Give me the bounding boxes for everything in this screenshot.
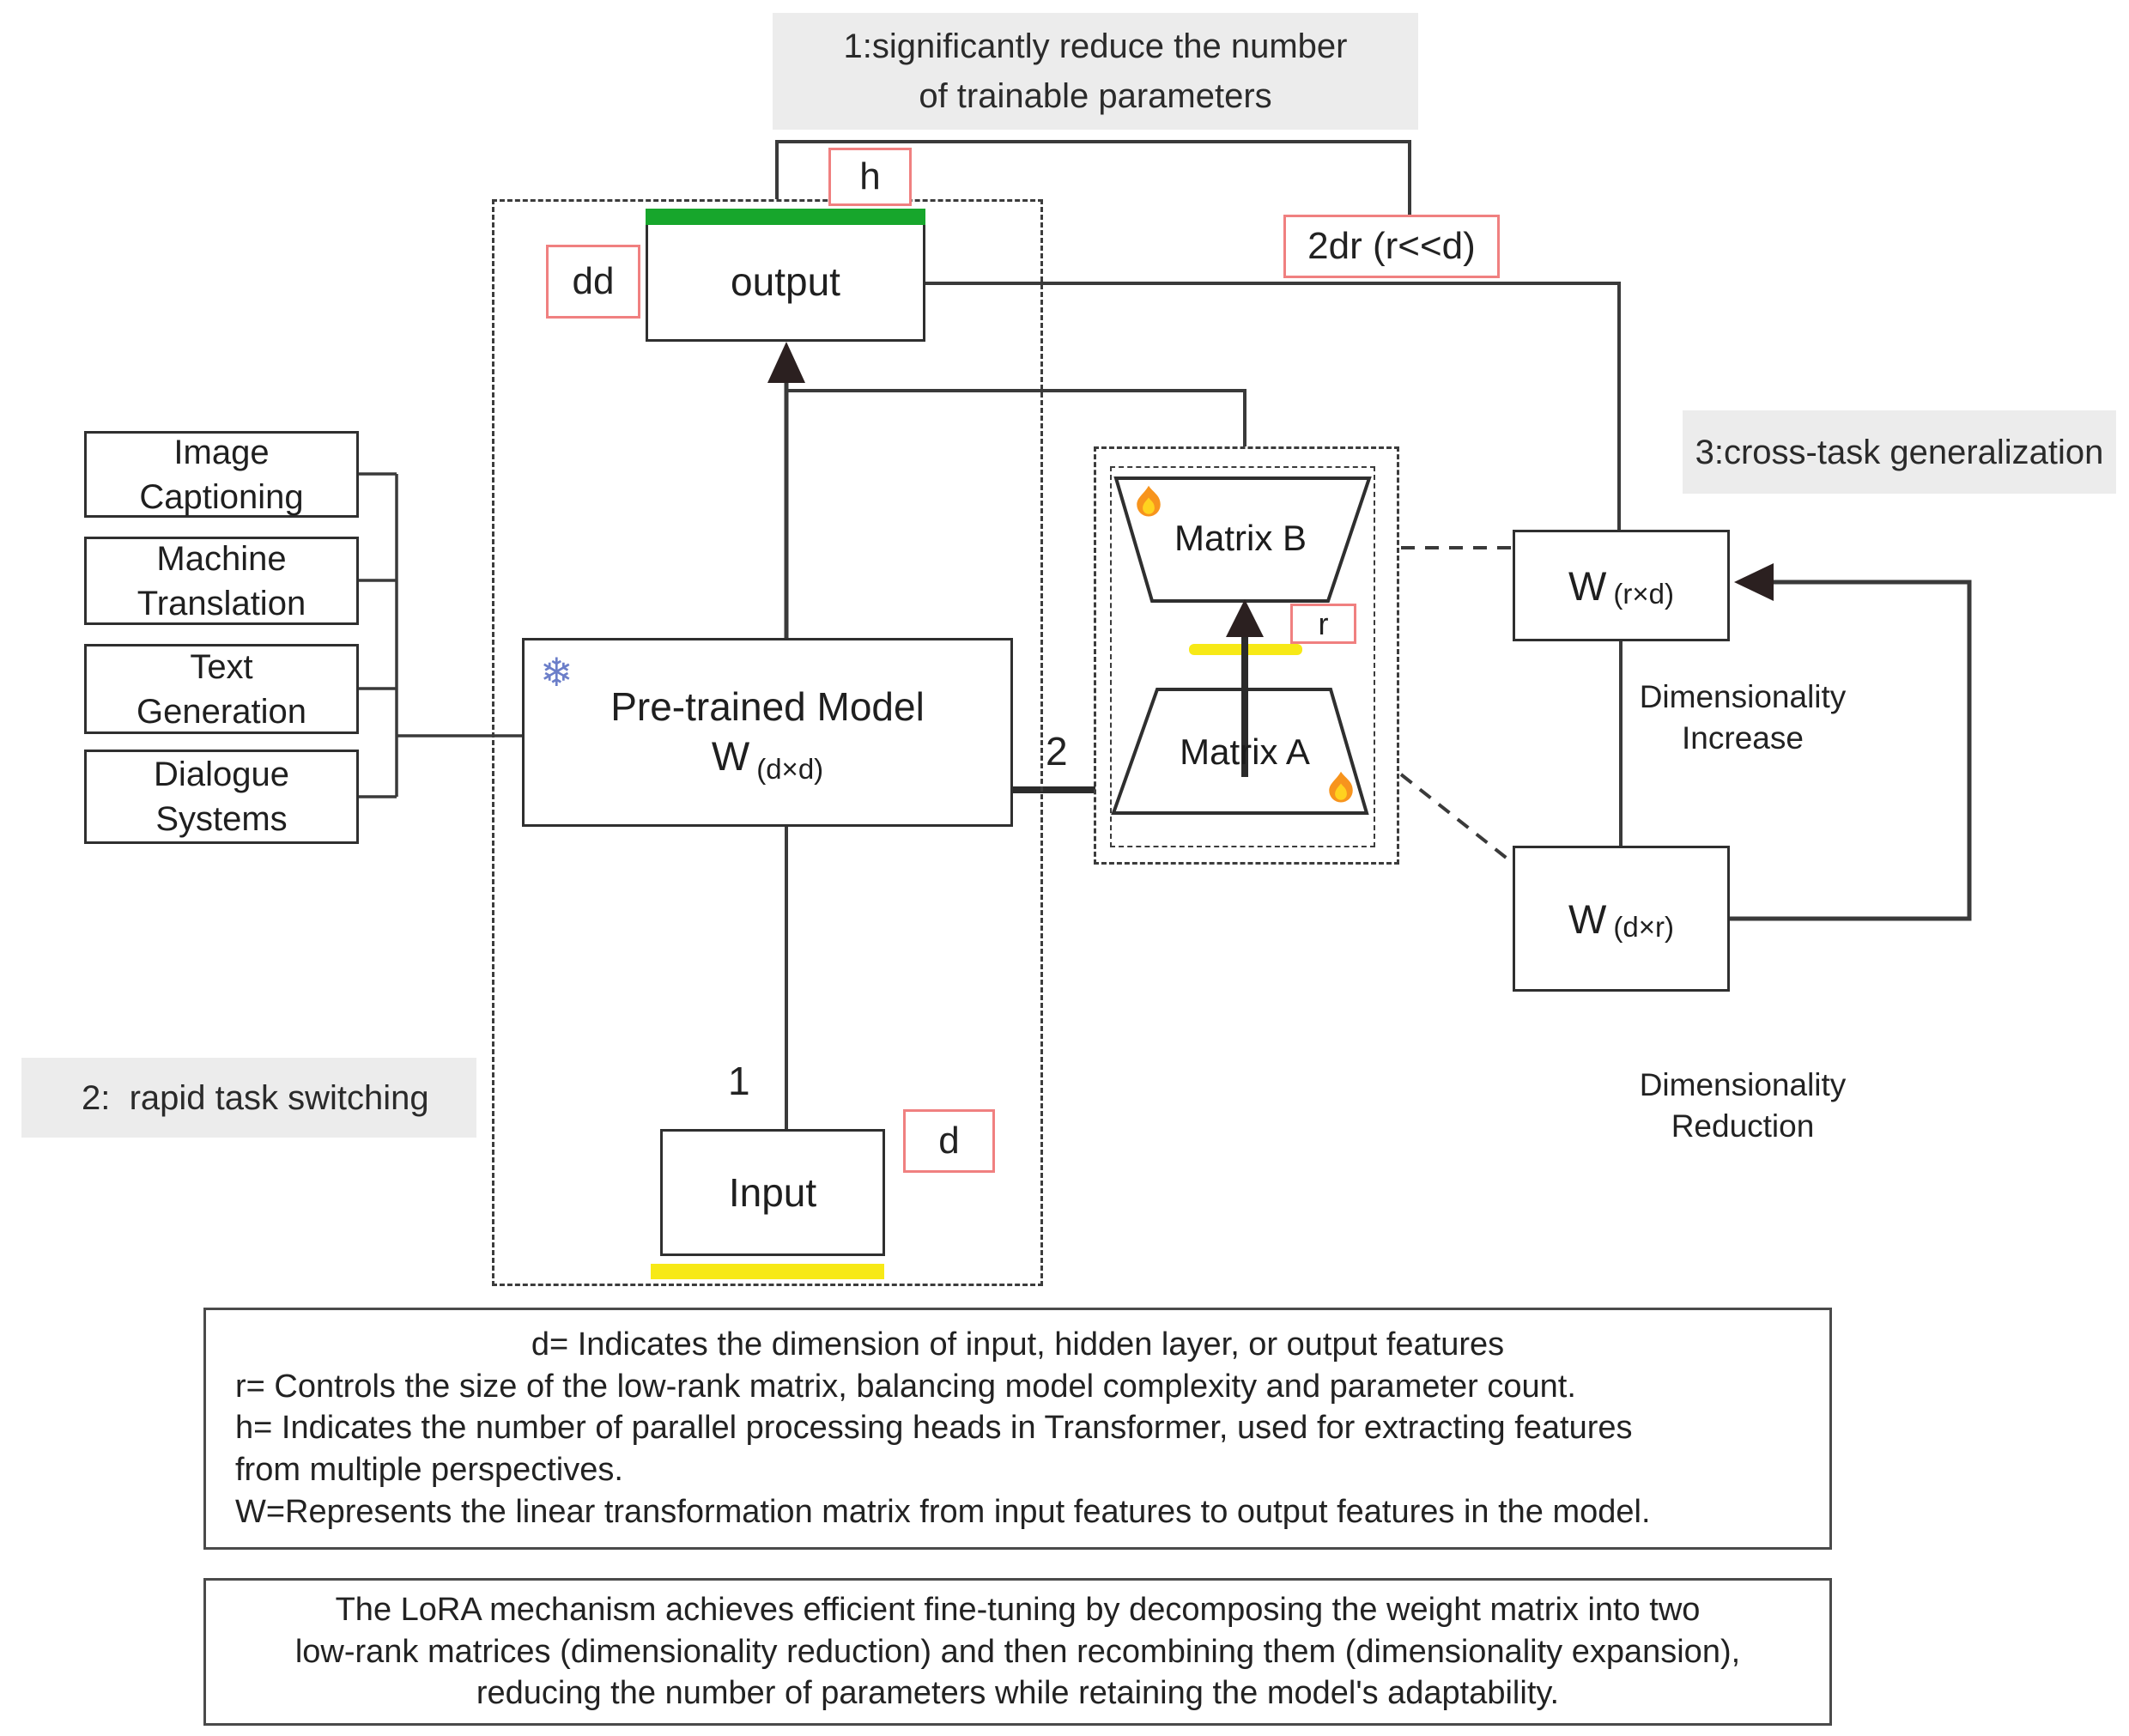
lora-summary-line1: The LoRA mechanism achieves efficient fine-tuning by decomposing the weight matrix into two — [335, 1592, 1701, 1629]
label-2dr-text: 2dr (r<<d) — [1307, 225, 1476, 267]
task-ds-line2: Systems — [155, 800, 288, 838]
output-green-bar — [646, 209, 925, 225]
dimensionality-reduction-label — [1623, 1065, 1863, 1147]
matrix-b-text: Matrix B — [1174, 518, 1307, 558]
label-d-text: d — [938, 1120, 960, 1162]
output-box — [646, 209, 925, 342]
pretrained-w: W — [711, 733, 750, 780]
pretrained-model-dims — [711, 731, 824, 786]
w-rd-box — [1513, 530, 1730, 641]
definitions-panel — [203, 1308, 1832, 1550]
matrix-a-label — [1142, 731, 1348, 773]
task-image-line1: Image — [173, 433, 270, 471]
task-tg-line1: Text — [190, 647, 253, 686]
output-label: output — [731, 258, 840, 304]
definition-r: r= Controls the size of the low-rank matrix, balancing model complexity and parameter count. — [235, 1368, 1576, 1405]
label-r-text: r — [1318, 605, 1329, 641]
dim-reduction-line1: Dimensionality — [1639, 1067, 1847, 1102]
flame-icon — [1130, 483, 1168, 521]
input-label: Input — [728, 1170, 817, 1215]
matrix-b-label — [1137, 518, 1344, 559]
label-step-1 — [728, 1058, 750, 1104]
definition-h-line1: h= Indicates the number of parallel processing heads in Transformer, used for extracting features — [235, 1410, 1633, 1447]
task-ds-line1: Dialogue — [154, 756, 289, 793]
task-image-line2: Captioning — [139, 477, 304, 516]
pretrained-model-box — [522, 638, 1013, 827]
definition-d: d= Indicates the dimension of input, hidden layer, or output features — [531, 1326, 1505, 1363]
task-box-dialogue-systems — [84, 750, 359, 844]
label-d — [903, 1109, 995, 1173]
lora-summary-line3: reducing the number of parameters while retaining the model's adaptability. — [476, 1675, 1560, 1712]
pretrained-dims-sub: (d×d) — [756, 753, 824, 786]
input-box — [660, 1129, 885, 1256]
lora-summary-line2: low-rank matrices (dimensionality reduction) and then recombining them (dimensionality expansion), — [294, 1633, 1741, 1670]
dim-increase-line2: Increase — [1682, 720, 1804, 756]
note-reduce-parameters — [773, 13, 1418, 130]
note-cross-task-generalization — [1683, 410, 2116, 494]
matrix-a-text: Matrix A — [1180, 731, 1310, 772]
label-r — [1290, 604, 1356, 644]
note-reduce-parameters-line1: 1:significantly reduce the number — [843, 27, 1348, 65]
label-dd-text: dd — [572, 260, 615, 302]
w-dr-w: W — [1568, 895, 1607, 942]
flame-icon — [1322, 769, 1360, 807]
task-box-text-generation — [84, 644, 359, 734]
definition-w: W=Represents the linear transformation matrix from input features to output features in the model. — [235, 1493, 1651, 1530]
task-mt-line1: Machine — [156, 539, 287, 578]
note-cross-task-generalization-text: 3:cross-task generalization — [1695, 433, 2104, 471]
dim-increase-line1: Dimensionality — [1639, 679, 1847, 714]
label-step-1-text: 1 — [728, 1059, 750, 1103]
arrowhead-into-wrd — [1734, 563, 1774, 601]
task-box-machine-translation — [84, 537, 359, 625]
pretrained-model-title: Pre-trained Model — [610, 683, 925, 729]
snowflake-icon: ❄ — [540, 650, 573, 695]
task-box-image-captioning — [84, 431, 359, 518]
w-dr-box — [1513, 846, 1730, 992]
label-2dr — [1283, 215, 1500, 278]
w-dr-dims: (d×r) — [1613, 911, 1674, 943]
label-h — [828, 148, 912, 206]
input-yellow-bar — [651, 1264, 884, 1279]
note-reduce-parameters-line2: of trainable parameters — [919, 77, 1272, 115]
label-dd — [546, 245, 640, 319]
note-rapid-task-switching-text: 2: rapid task switching — [82, 1078, 429, 1117]
task-mt-line2: Translation — [136, 584, 306, 622]
label-step-2 — [1046, 728, 1068, 774]
label-h-text: h — [859, 155, 881, 197]
note-rapid-task-switching — [21, 1058, 476, 1138]
lora-summary-panel — [203, 1578, 1832, 1726]
label-step-2-text: 2 — [1046, 729, 1068, 774]
dim-reduction-line2: Reduction — [1671, 1108, 1815, 1144]
task-tg-line2: Generation — [136, 692, 306, 731]
w-rd-w: W — [1568, 562, 1607, 609]
dimensionality-increase-label — [1623, 677, 1863, 759]
definition-h-line2: from multiple perspectives. — [235, 1451, 623, 1488]
w-rd-dims: (r×d) — [1613, 578, 1674, 610]
